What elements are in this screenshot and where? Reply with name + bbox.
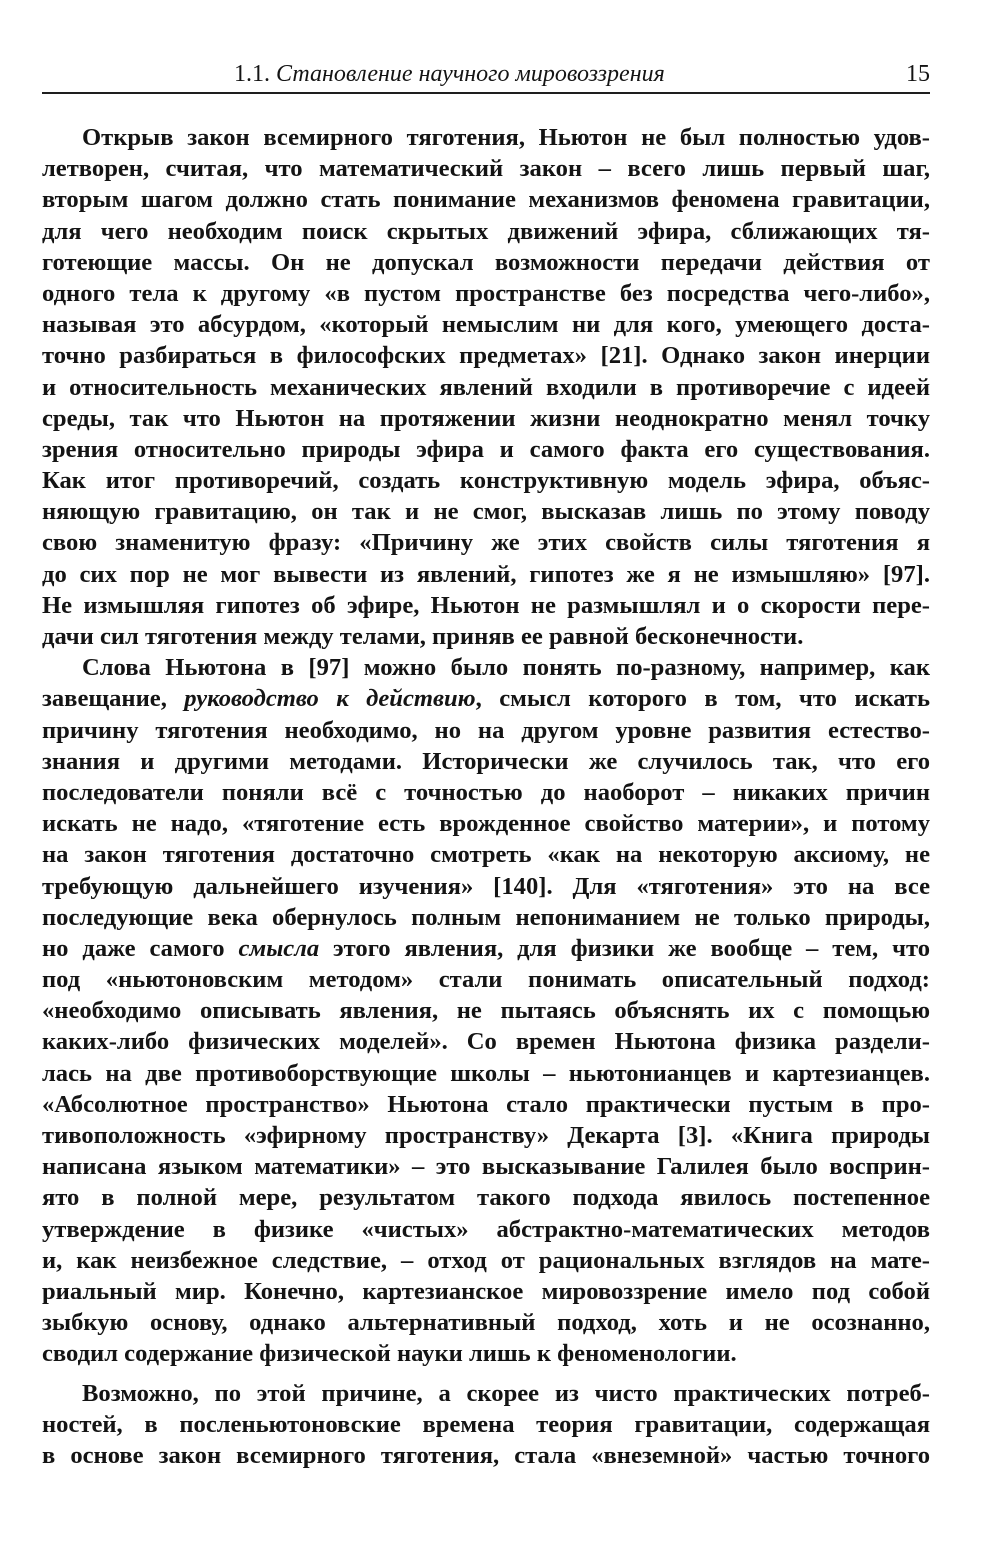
text-line: зрения относительно природы эфира и самого факта его существования.: [42, 435, 930, 463]
text-line: Слова Ньютона в [97] можно было понять по-разному, например, как: [82, 654, 930, 682]
text-line: готеющие массы. Он не допускал возможности передачи действия от: [42, 248, 930, 276]
text-line: среды, так что Ньютон на протяжении жизни неоднократно менял точку: [42, 404, 930, 432]
text-line: называя это абсурдом, «который немыслим ни для кого, умеющего доста-: [42, 311, 930, 339]
text-line: Не измышляя гипотез об эфире, Ньютон не размышлял и о скорости пере-: [42, 591, 930, 619]
text-line: для чего необходим поиск скрытых движений эфира, сближающих тя-: [42, 217, 930, 245]
text-line: знания и другими методами. Исторически же случилось так, что его: [42, 747, 930, 775]
text-line: написана языком математики» – это высказывание Галилея было восприн-: [42, 1153, 930, 1181]
text-line: летворен, считая, что математический закон – всего лишь первый шаг,: [42, 155, 930, 183]
text-line: на закон тяготения достаточно смотреть «как на некоторую аксиому, не: [42, 841, 930, 869]
text-line: тивоположность «эфирному пространству» Декарта [3]. «Книга природы: [42, 1122, 930, 1149]
text-line: «Абсолютное пространство» Ньютона стало практически пустым в про-: [42, 1090, 930, 1118]
text-line: ностей, в посленьютоновские времена теория гравитации, содержащая: [42, 1410, 930, 1438]
page-number: 15: [906, 61, 930, 87]
text-line: завещание, руководство к действию, смысл которого в том, что искать: [42, 685, 930, 713]
text-line: и, как неизбежное следствие, – отход от рациональных взглядов на мате-: [42, 1246, 930, 1274]
text-line: свою знаменитую фразу: «Причину же этих свойств силы тяготения я: [42, 529, 930, 557]
section-title: Становление научного мировоззрения: [276, 61, 665, 87]
paragraph-1: [42, 122, 930, 652]
text-line: причину тяготения необходимо, но на другом уровне развития естество-: [42, 716, 930, 744]
text-line: зыбкую основу, однако альтернативный подход, хоть и не осознанно,: [42, 1309, 930, 1337]
text-line: точно разбираться в философских предметах» [21]. Однако закон инерции: [42, 342, 930, 370]
text-line: одного тела к другому «в пустом пространстве без посредства чего-либо»,: [42, 279, 930, 307]
italic-emphasis: смысла: [238, 934, 320, 962]
section-heading: [234, 61, 665, 88]
paragraph-2: [42, 652, 930, 1369]
text-line: утверждение в физике «чистых» абстрактно-математических методов: [42, 1215, 930, 1243]
text-line: дачи сил тяготения между телами, приняв ее равной бесконечности.: [42, 623, 804, 650]
text-line: и относительность механических явлений входили в противоречие с идеей: [42, 373, 930, 401]
text-line: Открыв закон всемирного тяготения, Ньютон не был полностью удов-: [82, 124, 930, 151]
text-line: до сих пор не мог вывести из явлений, гипотез же я не измышляю» [97].: [42, 560, 930, 588]
italic-emphasis: руководство к действию: [184, 685, 476, 713]
text-line: лась на две противоборствующие школы – ньютонианцев и картезианцев.: [42, 1059, 930, 1087]
text-line: «необходимо описывать явления, не пытаясь объяснять их с помощью: [42, 997, 930, 1025]
text-line: Как итог противоречий, создать конструктивную модель эфира, объяс-: [42, 467, 930, 495]
text-line: последующие века обернулось полным непониманием не только природы,: [42, 903, 930, 931]
text-line: каких-либо физических моделей». Со времен Ньютона физика раздели-: [42, 1028, 930, 1056]
text-line: искать не надо, «тяготение есть врожденное свойство материи», и потому: [42, 810, 930, 838]
text-line: риальный мир. Конечно, картезианское мировоззрение имело под собой: [42, 1277, 930, 1305]
text-line: Возможно, по этой причине, а скорее из чисто практических потреб-: [82, 1379, 930, 1407]
text-line: требующую дальнейшего изучения» [140]. Для «тяготения» это на все: [42, 872, 930, 900]
running-header: [42, 52, 930, 94]
text-line: ято в полной мере, результатом такого подхода явилось постепенное: [42, 1184, 930, 1212]
text-line: последователи поняли всё с точностью до наоборот – никаких причин: [42, 778, 930, 806]
text-line: под «ньютоновским методом» стали понимать описательный подход:: [42, 966, 930, 994]
text-line: сводил содержание физической науки лишь к феноменологии.: [42, 1340, 737, 1368]
text-line: в основе закон всемирного тяготения, стала «внеземной» частью точного: [42, 1441, 930, 1469]
text-line: няющую гравитацию, он так и не смог, высказав лишь по этому поводу: [42, 498, 930, 526]
text-line: но даже самого смысла этого явления, для физики же вообще – тем, что: [42, 934, 930, 962]
text-line: вторым шагом должно стать понимание механизмов феномена гравитации,: [42, 186, 930, 214]
paragraph-3: [42, 1378, 930, 1472]
body-text: [42, 122, 930, 1471]
section-number: 1.1.: [234, 61, 270, 87]
paragraph-spacer: [42, 1370, 930, 1378]
